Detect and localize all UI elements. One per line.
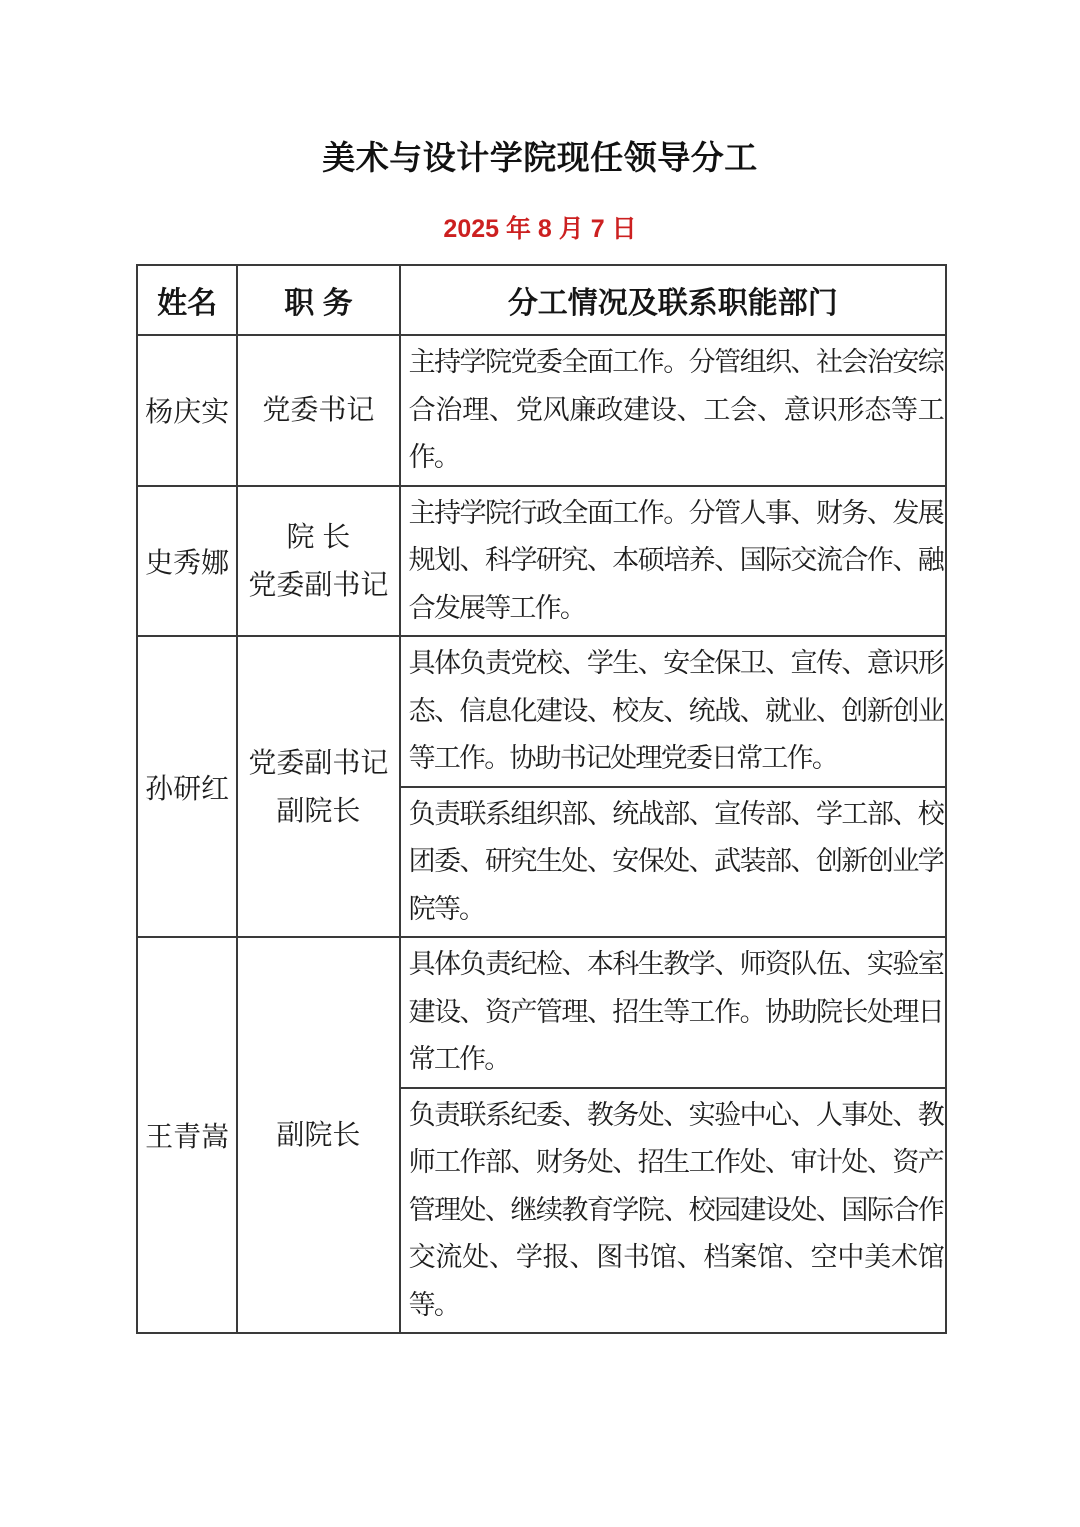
position-cell bbox=[237, 636, 399, 937]
duty-cell: 主持学院行政全面工作。分管人事、财务、发展规划、科学研究、本硕培养、国际交流合作、融合发展等工作。 bbox=[400, 486, 946, 637]
position-line: 副院长 bbox=[276, 1119, 361, 1150]
header-position: 职 务 bbox=[237, 265, 399, 335]
duty-cell: 具体负责纪检、本科生教学、师资队伍、实验室建设、资产管理、招生等工作。协助院长处理日常工作。 bbox=[400, 937, 946, 1088]
page-title: 美术与设计学院现任领导分工 bbox=[322, 139, 758, 176]
duty-cell: 负责联系纪委、教务处、实验中心、人事处、教师工作部、财务处、招生工作处、审计处、资产管理处、继续教育学院、校园建设处、国际合作交流处、学报、图书馆、档案馆、空中美术馆等。 bbox=[400, 1088, 946, 1334]
header-duties: 分工情况及联系职能部门 bbox=[400, 265, 946, 335]
name-cell: 孙研红 bbox=[137, 636, 237, 937]
duty-cell: 负责联系组织部、统战部、宣传部、学工部、校团委、研究生处、安保处、武装部、创新创业学院等。 bbox=[400, 787, 946, 938]
duty-cell: 具体负责党校、学生、安全保卫、宣传、意识形态、信息化建设、校友、统战、就业、创新创业等工作。协助书记处理党委日常工作。 bbox=[400, 636, 946, 787]
position-line: 院 长 bbox=[286, 520, 351, 552]
position-cell bbox=[237, 486, 399, 637]
table-row bbox=[137, 486, 946, 637]
position-cell bbox=[237, 335, 399, 486]
name-cell: 王青嵩 bbox=[137, 937, 237, 1333]
position-line: 党委书记 bbox=[262, 394, 375, 426]
name-cell: 史秀娜 bbox=[137, 486, 237, 637]
table-row bbox=[137, 937, 946, 1088]
header-name: 姓名 bbox=[137, 265, 237, 335]
position-line: 党委副书记 bbox=[248, 746, 389, 778]
leadership-table bbox=[136, 264, 947, 1334]
name-cell: 杨庆实 bbox=[137, 335, 237, 486]
table-row bbox=[137, 335, 946, 486]
position-line: 副院长 bbox=[276, 794, 361, 826]
table-header-row bbox=[137, 265, 946, 335]
position-cell bbox=[237, 937, 399, 1333]
document-date: 2025 年 8 月 7 日 bbox=[443, 215, 637, 243]
position-line: 党委副书记 bbox=[248, 568, 389, 600]
table-row bbox=[137, 636, 946, 787]
duty-cell: 主持学院党委全面工作。分管组织、社会治安综合治理、党风廉政建设、工会、意识形态等工作。 bbox=[400, 335, 946, 486]
